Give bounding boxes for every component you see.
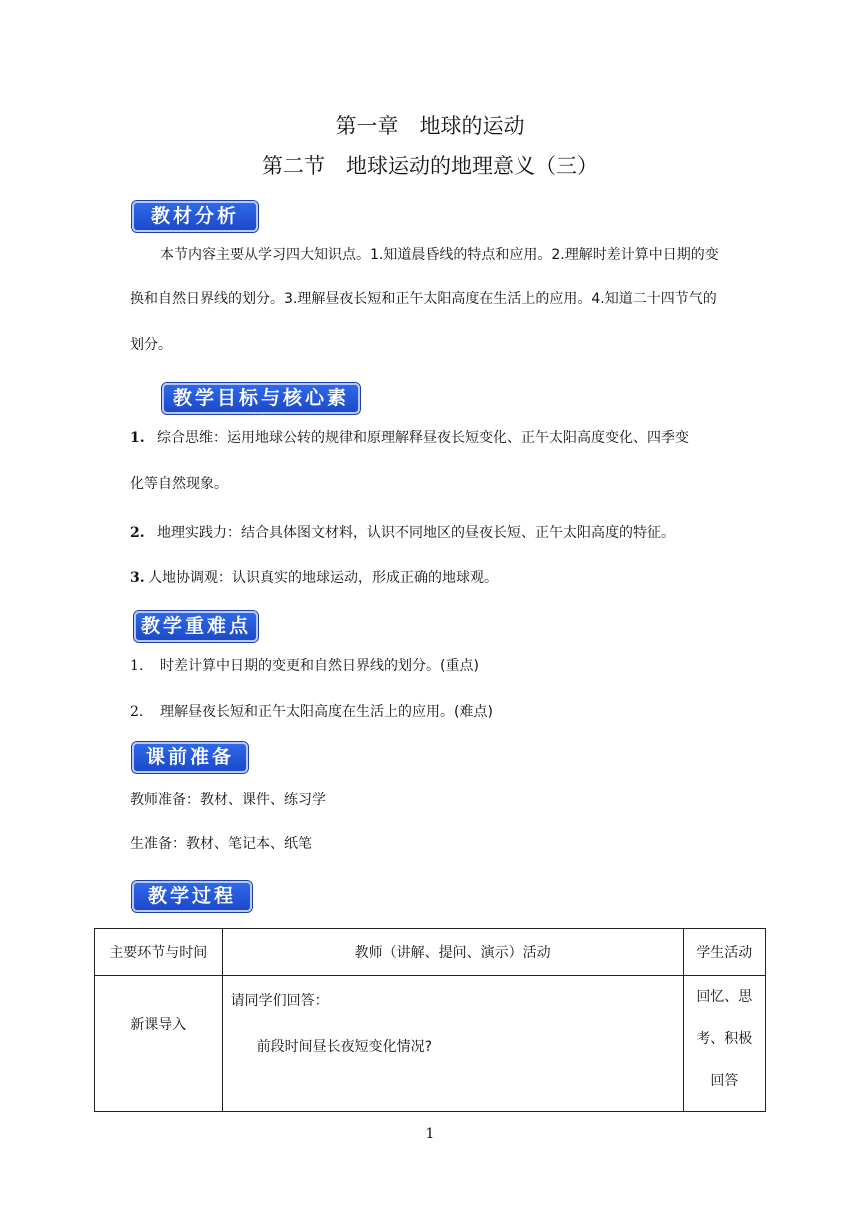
header-stage: 主要环节与时间 [95,929,223,976]
keypoint-2-number: 2. [130,704,144,720]
student-activity-line-1: 回忆、思 [696,989,753,1005]
table-row [95,976,766,1112]
goal-1-number: 1. [130,430,145,446]
process-table [94,928,766,1112]
table-header-row [95,929,766,976]
prep-badge: 课前准备 [132,742,248,773]
student-activity-cell [683,976,765,1112]
goal-1-line-1: 综合思维：运用地球公转的规律和原理解释昼夜长短变化、正午太阳高度变化、四季变 [157,430,689,446]
keypoint-1: 时差计算中日期的变更和自然日界线的划分。(重点) [160,658,479,674]
stage-cell: 新课导入 [95,976,223,1112]
goal-3: 人地协调观：认识真实的地球运动，形成正确的地球观。 [148,570,498,586]
keypoint-2: 理解昼夜长短和正午太阳高度在生活上的应用。(难点) [160,704,493,720]
teacher-activity-cell [222,976,683,1112]
student-activity-line-3: 回答 [710,1073,739,1089]
keypoints-badge: 教学重难点 [134,611,258,642]
keypoint-1-number: 1. [130,658,144,674]
chapter-title: 第一章 地球的运动 [335,114,525,138]
goal-1-line-2: 化等自然现象。 [130,476,228,492]
goals-badge: 教学目标与核心素养 [162,383,360,414]
goal-2: 地理实践力：结合具体图文材料，认识不同地区的昼夜长短、正午太阳高度的特征。 [157,525,675,541]
analysis-line-3: 划分。 [130,337,172,353]
section-title: 第二节 地球运动的地理意义（三） [262,154,598,178]
header-teacher-activity: 教师（讲解、提问、演示）活动 [222,929,683,976]
analysis-badge: 教材分析 [132,201,258,232]
page-number: 1 [425,1126,435,1142]
teacher-prep: 教师准备：教材、课件、练习学 [130,792,326,808]
teacher-activity-line-1: 请同学们回答： [230,993,329,1009]
teacher-activity-line-2: 前段时间昼长夜短变化情况? [256,1039,433,1055]
header-student-activity: 学生活动 [683,929,765,976]
student-prep: 生准备：教材、笔记本、纸笔 [130,836,312,852]
goal-3-number: 3. [130,570,145,586]
analysis-line-2: 换和自然日界线的划分。3.理解昼夜长短和正午太阳高度在生活上的应用。4.知道二十四节气的 [130,291,717,307]
student-activity-line-2: 考、积极 [696,1031,753,1047]
process-badge: 教学过程 [132,881,252,912]
analysis-line-1: 本节内容主要从学习四大知识点。1.知道晨昏线的特点和应用。2.理解时差计算中日期的变 [160,247,719,263]
goal-2-number: 2. [130,525,145,541]
